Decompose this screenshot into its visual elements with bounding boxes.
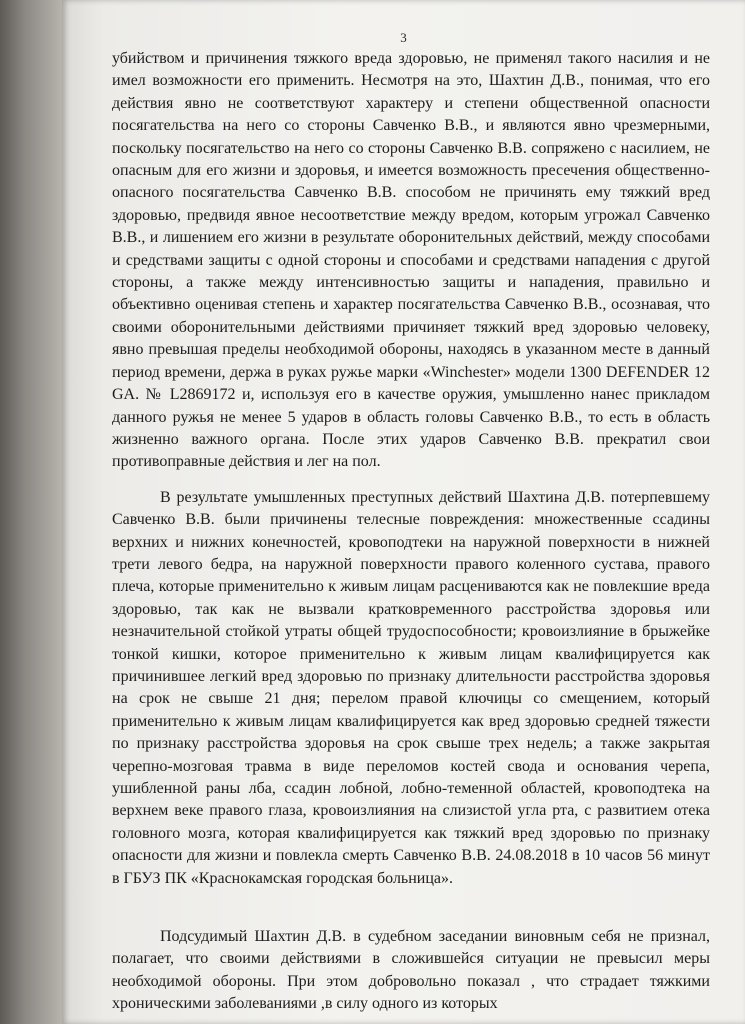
paragraph-1: убийством и причинения тяжкого вреда здоровью, не применял такого насилия и не имел возможности его применить. Несмотря на это, Шахтин Д.В., понимая, что его действия явно не соответствуют характеру и степени общественной опасности посягательства на него со стороны Савченко В.В., и являются явно чрезмерными, поскольку посягательство на него со стороны Савченко В.В. сопряжено с насилием, не опасным для его жизни и здоровья, и имеется возможность пресечения общественно-опасного посягательства Савченко В.В. способом не причинять ему тяжкий вред здоровью, предвидя явное несоответствие между вредом, которым угрожал Савченко В.В., и лишением его жизни в результате оборонительных действий, между способами и средствами защиты с одной стороны и способами и средствами нападения с другой стороны, а также между интенсивностью защиты и нападения, правильно и объективно оценивая степень и характер посягательства Савченко В.В., осознавая, что своими оборонительными действиями причиняет тяжкий вред здоровью человеку, явно превышая пределы необходимой обороны, находясь в указанном месте в данный период времени, держа в руках ружье марки «Winchester» модели 1300 DEFENDER 12 GA. № L2869172 и, используя его в качестве оружия, умышленно нанес прикладом данного ружья не менее 5 ударов в область головы Савченко В.В., то есть в область жизненно важного органа. После этих ударов Савченко В.В. прекратил свои противоправные действия и лег на пол. bbox=[112, 50, 710, 471]
paragraph-2: В результате умышленных преступных действий Шахтина Д.В. потерпевшему Савченко В.В. были причинены телесные повреждения: множественные ссадины верхних и нижних конечностей, кровоподтеки на наружной поверхности в нижней трети левого бедра, на наружной поверхности правого коленного сустава, правого плеча, которые применительно к живым лицам расцениваются как не повлекшие вреда здоровью, так как не вызвали кратковременного расстройства здоровья или незначительной стойкой утраты общей трудоспособности; кровоизлияние в брыжейке тонкой кишки, которое применительно к живым лицам квалифицируется как причинившее легкий вред здоровью по признаку длительности расстройства здоровья на срок не свыше 21 дня; перелом правой ключицы со смещением, который применительно к живым лицам квалифицируется как вред здоровью средней тяжести по признаку расстройства здоровья на срок свыше трех недель; а также закрытая черепно-мозговая травма в виде переломов костей свода и основания черепа, ушибленной раны лба, ссадин лобной, лобно-теменной областей, кровоподтека на верхнем веке правого глаза, кровоизлияния на слизистой угла рта, с развитием отека головного мозга, которая квалифицируется как тяжкий вред здоровью по признаку опасности для жизни и повлекла смерть Савченко В.В. 24.08.2018 в 10 часов 56 минут в ГБУЗ ПК «Краснокамская городская больница». bbox=[112, 488, 710, 887]
document-page bbox=[62, 0, 745, 1024]
page-number: 3 bbox=[400, 30, 407, 45]
document-body bbox=[112, 48, 710, 1016]
adjacent-page-bleed bbox=[4, 0, 60, 1024]
paragraph-3: Подсудимый Шахтин Д.В. в судебном заседании виновным себя не признал, полагает, что своими действиями в сложившейся ситуации не превысил меры необходимой обороны. При этом добровольно показал , что страдает тяжкими хроническими заболеваниями ,в силу одного из которых bbox=[112, 928, 710, 1013]
